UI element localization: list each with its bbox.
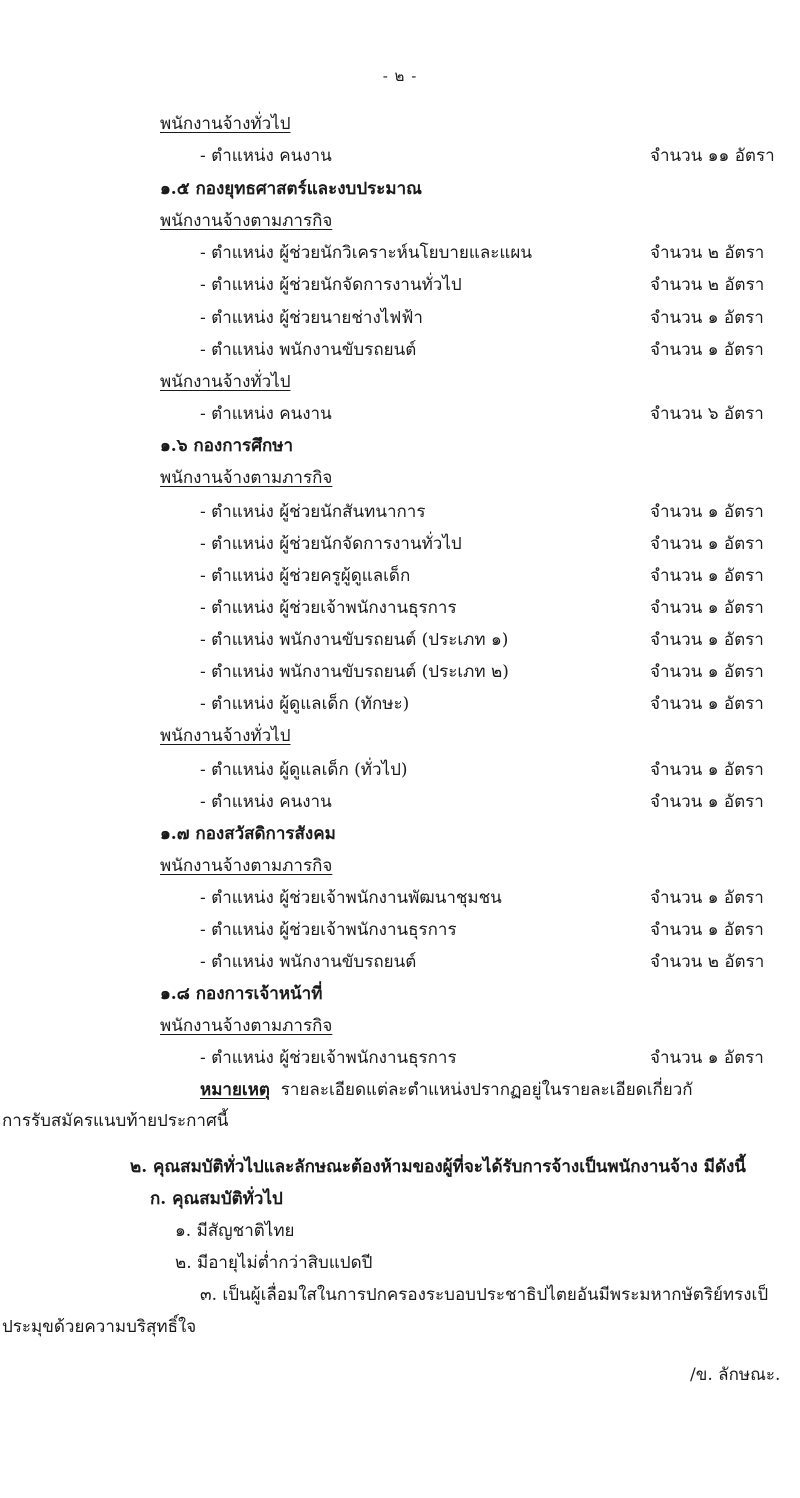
position-count: จำนวน ๑ อัตรา <box>650 920 764 940</box>
position-count: จำนวน ๒ อัตรา <box>650 275 765 295</box>
group-mission-employee: พนักงานจ้างตามภารกิจ <box>160 468 333 488</box>
qualification-item: ๓. เป็นผู้เลื่อมใสในการปกครองระบอบประชาธิปไตยอันมีพระมหากษัตริย์ทรงเป็ <box>200 1285 769 1305</box>
position-item: - ตำแหน่ง ผู้ช่วยเจ้าพนักงานธุรการ <box>200 598 457 618</box>
position-count: จำนวน ๒ อัตรา <box>650 243 765 263</box>
position-count: จำนวน ๑ อัตรา <box>650 694 764 714</box>
position-count: จำนวน ๑ อัตรา <box>650 566 764 586</box>
position-item: - ตำแหน่ง ผู้ดูแลเด็ก (ทักษะ) <box>200 694 410 714</box>
group-mission-employee: พนักงานจ้างตามภารกิจ <box>160 856 333 876</box>
section-heading-2: ๒. คุณสมบัติทั่วไปและลักษณะต้องห้ามของผู้ที่จะได้รับการจ้างเป็นพนักงานจ้าง มีดังนี้ <box>130 1157 746 1177</box>
position-item: - ตำแหน่ง พนักงานขับรถยนต์ (ประเภท ๑) <box>200 630 509 650</box>
position-item: - ตำแหน่ง พนักงานขับรถยนต์ <box>200 952 417 972</box>
group-mission-employee: พนักงานจ้างตามภารกิจ <box>160 211 333 231</box>
position-item: - ตำแหน่ง ผู้ช่วยนายช่างไฟฟ้า <box>200 308 423 328</box>
position-count: จำนวน ๑ อัตรา <box>650 630 764 650</box>
group-general-employee: พนักงานจ้างทั่วไป <box>160 114 291 134</box>
position-count: จำนวน ๑ อัตรา <box>650 598 764 618</box>
section-heading-1-5: ๑.๕ กองยุทธศาสตร์และงบประมาณ <box>160 179 422 199</box>
note-label: หมายเหตุ <box>200 1080 270 1100</box>
position-item: - ตำแหน่ง ผู้ช่วยนักสันทนาการ <box>200 502 426 522</box>
position-count: จำนวน ๑ อัตรา <box>650 534 764 554</box>
section-heading-1-7: ๑.๗ กองสวัสดิการสังคม <box>160 824 336 844</box>
next-page-reference: /ข. ลักษณะ. <box>690 1365 781 1385</box>
group-mission-employee: พนักงานจ้างตามภารกิจ <box>160 1016 333 1036</box>
position-item: - ตำแหน่ง ผู้ช่วยนักจัดการงานทั่วไป <box>200 275 462 295</box>
position-count: จำนวน ๖ อัตรา <box>650 404 764 424</box>
position-count: จำนวน ๑ อัตรา <box>650 888 764 908</box>
position-item: - ตำแหน่ง ผู้ช่วยนักวิเคราะห์นโยบายและแผน <box>200 243 532 263</box>
position-item: - ตำแหน่ง คนงาน <box>200 792 332 812</box>
page-number: - ๒ - <box>382 67 418 85</box>
qualification-item: ๒. มีอายุไม่ต่ำกว่าสิบแปดปี <box>175 1253 373 1273</box>
group-general-employee: พนักงานจ้างทั่วไป <box>160 726 291 746</box>
position-item: - ตำแหน่ง ผู้ช่วยเจ้าพนักงานพัฒนาชุมชน <box>200 888 502 908</box>
position-item: - ตำแหน่ง ผู้ดูแลเด็ก (ทั่วไป) <box>200 760 408 780</box>
position-item: - ตำแหน่ง ผู้ช่วยครูผู้ดูแลเด็ก <box>200 566 411 586</box>
position-item: - ตำแหน่ง คนงาน <box>200 404 332 424</box>
position-item: - ตำแหน่ง พนักงานขับรถยนต์ <box>200 340 417 360</box>
position-item: - ตำแหน่ง พนักงานขับรถยนต์ (ประเภท ๒) <box>200 662 509 682</box>
qualification-continuation: ประมุขด้วยความบริสุทธิ์ใจ <box>2 1317 197 1337</box>
note-paragraph <box>200 1079 693 1101</box>
position-count: จำนวน ๑ อัตรา <box>650 1048 764 1068</box>
position-item: - ตำแหน่ง ผู้ช่วยนักจัดการงานทั่วไป <box>200 534 462 554</box>
position-count: จำนวน ๑ อัตรา <box>650 340 764 360</box>
position-count: จำนวน ๑ อัตรา <box>650 502 764 522</box>
position-item: - ตำแหน่ง คนงาน <box>200 146 332 166</box>
position-count: จำนวน ๑ อัตรา <box>650 792 764 812</box>
position-count: จำนวน ๑ อัตรา <box>650 760 764 780</box>
position-item: - ตำแหน่ง ผู้ช่วยเจ้าพนักงานธุรการ <box>200 920 457 940</box>
qualification-item: ๑. มีสัญชาติไทย <box>175 1221 295 1241</box>
position-item: - ตำแหน่ง ผู้ช่วยเจ้าพนักงานธุรการ <box>200 1048 457 1068</box>
position-count: จำนวน ๑ อัตรา <box>650 308 764 328</box>
subheading-general-qualifications: ก. คุณสมบัติทั่วไป <box>150 1189 283 1209</box>
position-count: จำนวน ๑ อัตรา <box>650 662 764 682</box>
position-count: จำนวน ๒ อัตรา <box>650 952 765 972</box>
note-text: รายละเอียดแต่ละตำแหน่งปรากฏอยู่ในรายละเอียดเกี่ยวกั <box>280 1080 693 1100</box>
position-count: จำนวน ๑๑ อัตรา <box>650 146 775 166</box>
note-continuation: การรับสมัครแนบท้ายประกาศนี้ <box>2 1111 229 1131</box>
group-general-employee: พนักงานจ้างทั่วไป <box>160 372 291 392</box>
section-heading-1-8: ๑.๘ กองการเจ้าหน้าที่ <box>160 984 323 1004</box>
section-heading-1-6: ๑.๖ กองการศึกษา <box>160 436 294 456</box>
